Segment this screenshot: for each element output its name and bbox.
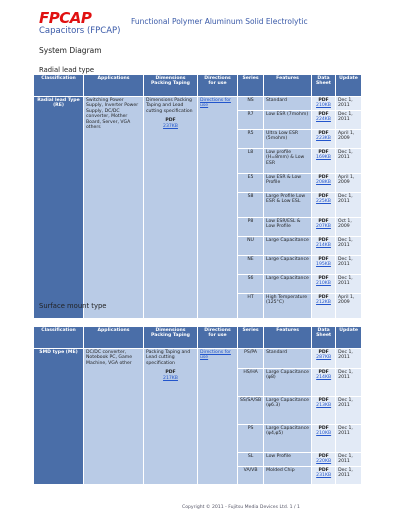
datasheet-pdf-link[interactable]: 220KB [316, 459, 332, 465]
datasheet-pdf-link[interactable]: 214KB [316, 375, 332, 381]
pdf-label: PDF [318, 112, 329, 117]
features-cell: Large Capacitance [264, 237, 312, 256]
series-cell: R5 [238, 130, 264, 149]
datasheet-cell [312, 149, 336, 174]
smd-section-title: Surface mount type [39, 302, 107, 310]
directions-for-use-link[interactable]: Directions for use [200, 350, 231, 361]
pdf-label: PDF [318, 370, 329, 375]
pdf-label: PDF [318, 238, 329, 243]
update-cell: Dec 1, 2011 [336, 349, 362, 369]
series-cell: NU [238, 237, 264, 256]
col-update: Update [336, 327, 362, 349]
series-cell: PS [238, 425, 264, 453]
pdf-label: PDF [318, 426, 329, 431]
series-cell: P8 [238, 218, 264, 237]
datasheet-cell [312, 425, 336, 453]
update-cell: Dec 1, 2011 [336, 111, 362, 130]
table-row [34, 97, 362, 111]
series-cell: E5 [238, 174, 264, 193]
series-cell: NS [238, 97, 264, 111]
pdf-label: PDF [318, 468, 329, 473]
series-cell: SS/SA/SB [238, 397, 264, 425]
pdf-label: PDF [318, 131, 329, 136]
series-cell: S8 [238, 193, 264, 218]
features-cell: Standard [264, 97, 312, 111]
datasheet-cell [312, 294, 336, 319]
update-cell: Dec 1, 2011 [336, 97, 362, 111]
features-cell: Large Capacitance [264, 275, 312, 294]
series-cell: R7 [238, 111, 264, 130]
datasheet-pdf-link[interactable]: 210KB [316, 431, 332, 437]
datasheet-cell [312, 111, 336, 130]
features-cell: Low ESR & Low Profile [264, 174, 312, 193]
dimensions-pdf-label: PDF [165, 118, 176, 124]
pdf-label: PDF [318, 295, 329, 300]
update-cell: Dec 1, 2011 [336, 453, 362, 467]
pdf-label: PDF [318, 276, 329, 281]
col-features: Features [264, 75, 312, 97]
pdf-label: PDF [318, 398, 329, 403]
features-cell: Ultra Low ESR (5mohm) [264, 130, 312, 149]
datasheet-cell [312, 97, 336, 111]
datasheet-pdf-link[interactable]: 195KB [316, 262, 331, 268]
col-dimensions: Dimensions Packing Taping [144, 327, 198, 349]
dimensions-cell [144, 97, 198, 319]
col-directions: Directions for use [198, 327, 238, 349]
features-cell: Low Profile [264, 453, 312, 467]
col-data-sheet: Data Sheet [312, 75, 336, 97]
update-cell: Oct 1, 2009 [336, 218, 362, 237]
features-cell: High Temperature (125°C) [264, 294, 312, 319]
update-cell: April 1, 2009 [336, 294, 362, 319]
series-cell: HT [238, 294, 264, 319]
pdf-label: PDF [318, 257, 329, 262]
dimensions-pdf-label: PDF [165, 370, 176, 376]
features-cell: Standard [264, 349, 312, 369]
series-cell: VA/VB [238, 467, 264, 485]
smd-table [33, 326, 362, 485]
datasheet-pdf-link[interactable]: 225KB [316, 199, 331, 205]
col-classification: Classification [34, 327, 84, 349]
pdf-label: PDF [318, 219, 329, 224]
datasheet-cell [312, 467, 336, 485]
col-directions: Directions for use [198, 75, 238, 97]
series-cell: S6 [238, 275, 264, 294]
update-cell: Dec 1, 2011 [336, 275, 362, 294]
col-classification: Classification [34, 75, 84, 97]
col-features: Features [264, 327, 312, 349]
features-cell: Large Capacitance (φ4,φ5) [264, 425, 312, 453]
features-cell: Large Profile Low ESR & Low ESL [264, 193, 312, 218]
pdf-label: PDF [318, 350, 329, 355]
directions-cell [198, 349, 238, 485]
features-cell: Large Capacitance (φ8) [264, 369, 312, 397]
datasheet-pdf-link[interactable]: 287KB [316, 355, 332, 361]
series-cell: L8 [238, 149, 264, 174]
features-cell: Low profile (H=8mm) & Low ESR [264, 149, 312, 174]
datasheet-cell [312, 349, 336, 369]
update-cell: Dec 1, 2011 [336, 369, 362, 397]
features-cell: Low ESR (7mohm) [264, 111, 312, 130]
pdf-label: PDF [318, 98, 329, 103]
fpcap-logo: FPCAP [39, 9, 92, 27]
datasheet-pdf-link[interactable]: 169KB [316, 155, 331, 161]
datasheet-cell [312, 174, 336, 193]
page-heading: System Diagram [39, 46, 102, 55]
applications-cell: DC/DC converter, Notebook PC, Game Machine, VGA other [84, 349, 144, 485]
radial-section-title: Radial lead type [39, 66, 95, 74]
datasheet-pdf-link[interactable]: 212KB [316, 300, 331, 306]
pdf-label: PDF [318, 454, 329, 459]
datasheet-cell [312, 453, 336, 467]
dimensions-cell [144, 349, 198, 485]
datasheet-cell [312, 256, 336, 275]
features-cell: Molded Chip [264, 467, 312, 485]
pdf-label: PDF [318, 150, 329, 155]
features-cell: Low ESR/ESL & Low Profile [264, 218, 312, 237]
datasheet-cell [312, 218, 336, 237]
dimensions-pdf-link[interactable]: 237KB [163, 123, 178, 129]
col-applications: Applications [84, 327, 144, 349]
dimensions-pdf-link[interactable]: 217KB [163, 375, 178, 381]
update-cell: April 1, 2009 [336, 130, 362, 149]
datasheet-pdf-link[interactable]: 224KB [316, 117, 331, 123]
update-cell: Dec 1, 2011 [336, 193, 362, 218]
update-cell: Dec 1, 2011 [336, 149, 362, 174]
col-update: Update [336, 75, 362, 97]
dimensions-text: Dimensions Packing Taping and Lead cutting specification [146, 98, 193, 114]
datasheet-cell [312, 275, 336, 294]
col-applications: Applications [84, 75, 144, 97]
datasheet-pdf-link[interactable]: 210KB [316, 103, 331, 109]
datasheet-cell [312, 130, 336, 149]
document-title: Functional Polymer Aluminum Solid Electrolytic [131, 17, 308, 26]
col-series: Series [238, 75, 264, 97]
col-data-sheet: Data Sheet [312, 327, 336, 349]
document-subtitle: Capacitors (FPCAP) [39, 26, 121, 36]
update-cell: Dec 1, 2011 [336, 467, 362, 485]
datasheet-pdf-link[interactable]: 208KB [316, 180, 331, 186]
update-cell: Dec 1, 2011 [336, 256, 362, 275]
update-cell: Dec 1, 2011 [336, 237, 362, 256]
col-series: Series [238, 327, 264, 349]
col-dimensions: Dimensions Packing Taping [144, 75, 198, 97]
datasheet-pdf-link[interactable]: 207KB [316, 224, 331, 230]
features-cell: Large Capacitance (φ6.3) [264, 397, 312, 425]
classification-cell: SMD type (ME) [34, 349, 84, 485]
dimensions-text: Packing Taping and Lead cutting specification [146, 350, 191, 366]
radial-lead-table [33, 74, 362, 319]
datasheet-cell [312, 193, 336, 218]
datasheet-pdf-link[interactable]: 213KB [316, 403, 332, 409]
update-cell: April 1, 2009 [336, 174, 362, 193]
datasheet-cell [312, 237, 336, 256]
directions-cell [198, 97, 238, 319]
copyright-footer: Copyright © 2011 - Fujitsu Media Devices Ltd. 1 / 1 [182, 505, 300, 510]
datasheet-pdf-link[interactable]: 210KB [316, 281, 331, 287]
datasheet-pdf-link[interactable]: 214KB [316, 243, 331, 249]
pdf-label: PDF [318, 194, 329, 199]
datasheet-cell [312, 397, 336, 425]
applications-cell: Switching Power Supply, Inverter Power Supply, DC/DC converter, Mother Board, Server, VGA others [84, 97, 144, 319]
directions-for-use-link[interactable]: Directions for use [200, 98, 231, 109]
datasheet-cell [312, 369, 336, 397]
pdf-label: PDF [318, 175, 329, 180]
table-row [34, 349, 362, 369]
series-cell: PS/PA [238, 349, 264, 369]
features-cell: Large Capacitance [264, 256, 312, 275]
datasheet-pdf-link[interactable]: 231KB [316, 473, 332, 479]
classification-cell: Radial lead Type (RE) [34, 97, 84, 319]
series-cell: HS/HA [238, 369, 264, 397]
series-cell: SL [238, 453, 264, 467]
datasheet-pdf-link[interactable]: 223KB [316, 136, 331, 142]
update-cell: Dec 1, 2011 [336, 397, 362, 425]
series-cell: NE [238, 256, 264, 275]
update-cell: Dec 1, 2011 [336, 425, 362, 453]
